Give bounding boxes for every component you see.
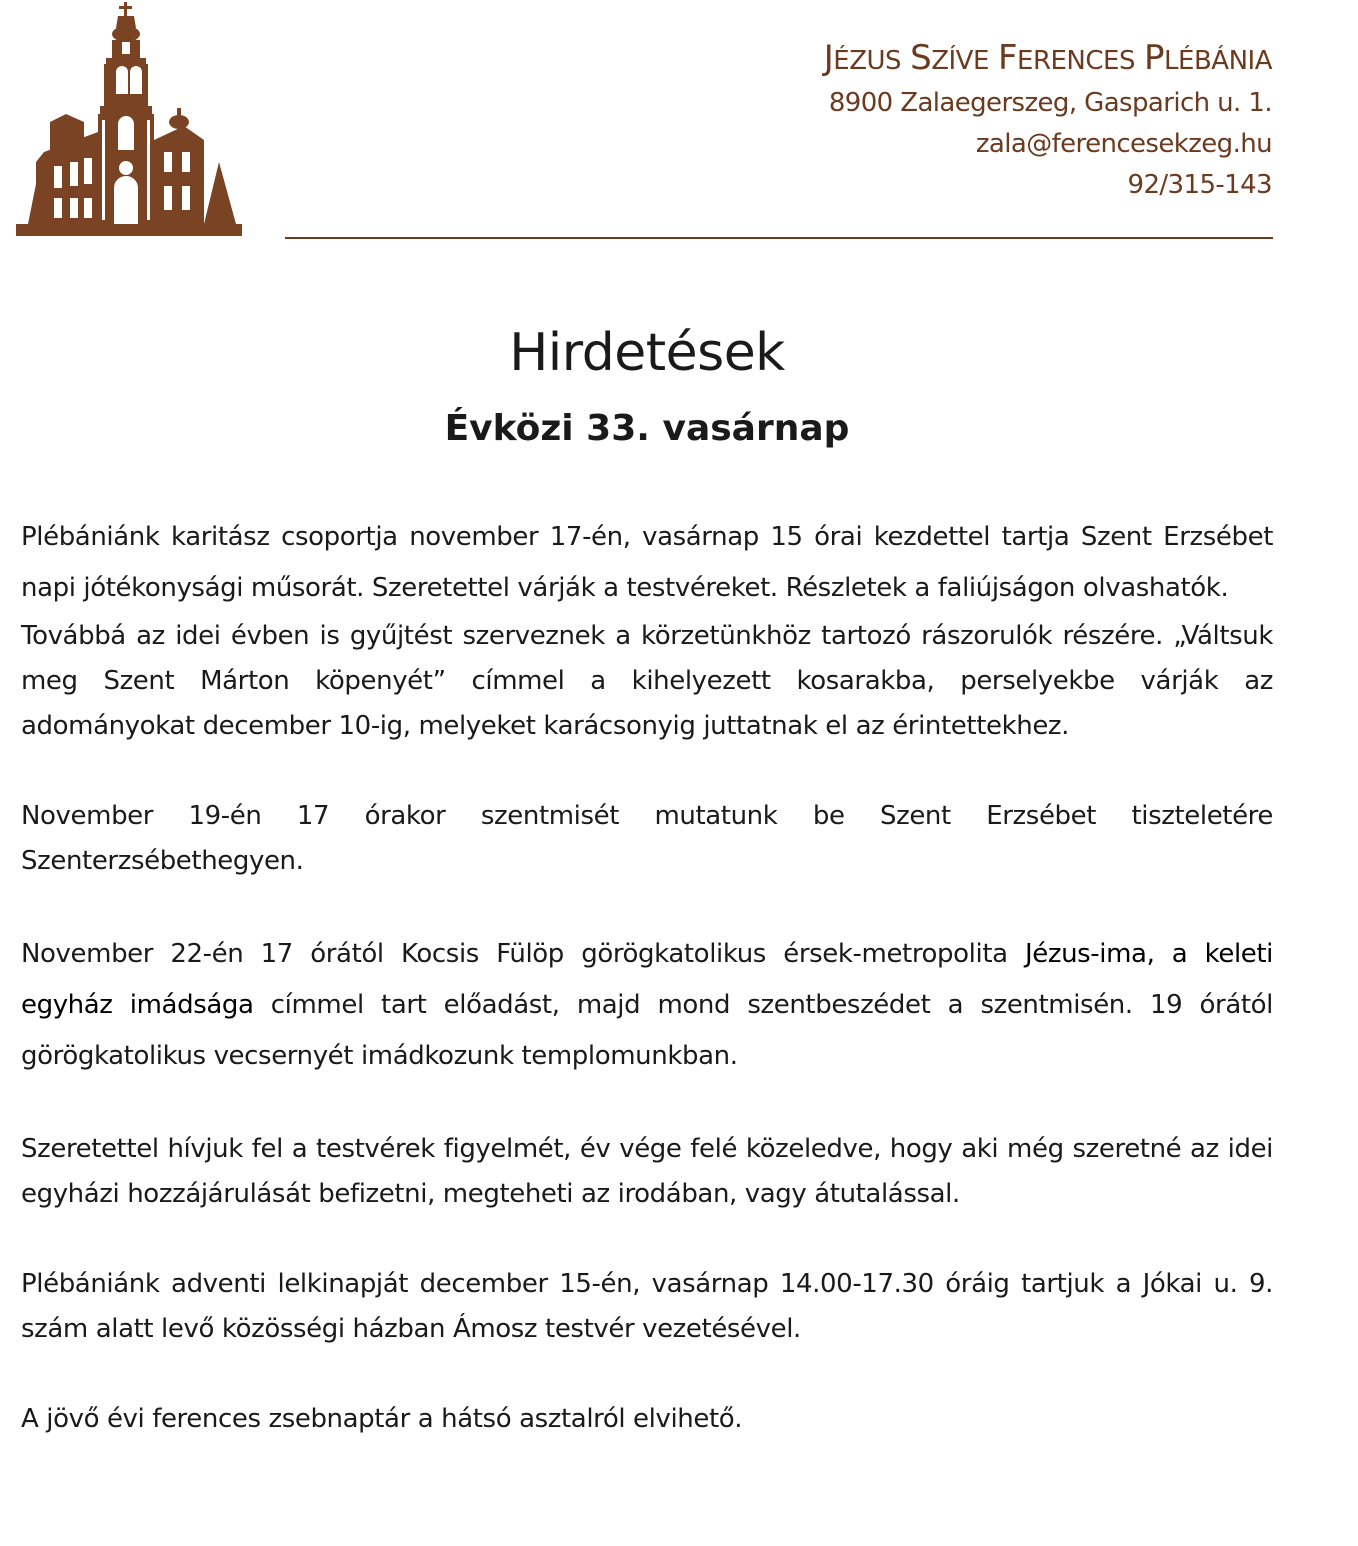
parish-name-initial: F [997,38,1018,78]
parish-name-initial: P [1144,38,1165,78]
parish-name-part: ERENCES [1017,46,1135,76]
page-subtitle: Évközi 33. vasárnap [444,408,850,449]
parish-header [824,36,1272,206]
announcement-charity-program: Plébániánk karitász csoportja november 17-én, vasárnap 15 órai kezdettel tartja Szent Erzsébet napi jótékonysági műsorát. Szeretettel várják a testvéreket. Részletek a faliújságon olvashatók. [21,522,1273,603]
parish-name [824,36,1272,83]
parish-name-part: ÉZUS [833,46,902,76]
announcement-church-contribution: Szeretettel hívjuk fel a testvérek figyelmét, év vége felé közeledve, hogy aki még szeretné az idei egyházi hozzájárulását befizetni, megteheti az irodában, vagy átutalással. [21,1134,1273,1209]
parish-name-initial: S [910,38,932,78]
announcement-pocket-calendar: A jövő évi ferences zsebnaptár a hátsó asztalról elvihető. [21,1404,743,1434]
parish-name-part: ZÍVE [931,46,989,76]
announcement-collection: Továbbá az idei évben is gyűjtést szerveznek a körzetünkhöz tartozó rászorulók részére. „Váltsuk meg Szent Márton köpenyét” címmel a kihelyezett kosarakba, perselyekbe várják az adományokat december 10-ig, melyeket karácsonyig juttatnak el az érintettekhez. [21,621,1273,741]
announcement-mass-szenterzsebethegy: November 19-én 17 órakor szentmisét mutatunk be Szent Erzsébet tiszteletére Szenterzsébethegyen. [21,801,1273,876]
announcement-advent-retreat: Plébániánk adventi lelkinapját december 15-én, vasárnap 14.00-17.30 óráig tartjuk a Jókai u. 9. szám alatt levő közösségi házban Ámosz testvér vezetésével. [21,1269,1273,1344]
lecture-title: Jézus-ima, a keleti egyház imádsága [21,939,1273,1020]
parish-email: zala@ferencesekzeg.hu [975,129,1272,159]
parish-phone: 92/315-143 [1127,170,1272,200]
parish-name-initial: J [823,38,834,78]
church-logo-icon [14,2,244,238]
announcement-lecture [21,929,1273,1082]
parish-name-part: LÉBÁNIA [1164,46,1272,76]
announcement-lecture-text: November 22-én 17 órától Kocsis Fülöp görögkatolikus érsek-metropolita [21,939,1025,969]
announcement-lecture-text: címmel tart előadást, majd mond szentbeszédet a szentmisén. 19 órától görögkatolikus vecsernyét imádkozunk templomunkban. [21,990,1273,1071]
header-divider [285,237,1273,239]
parish-address: 8900 Zalaegerszeg, Gasparich u. 1. [828,88,1272,118]
page-title: Hirdetések [509,323,785,383]
announcements-body [21,512,1273,1442]
